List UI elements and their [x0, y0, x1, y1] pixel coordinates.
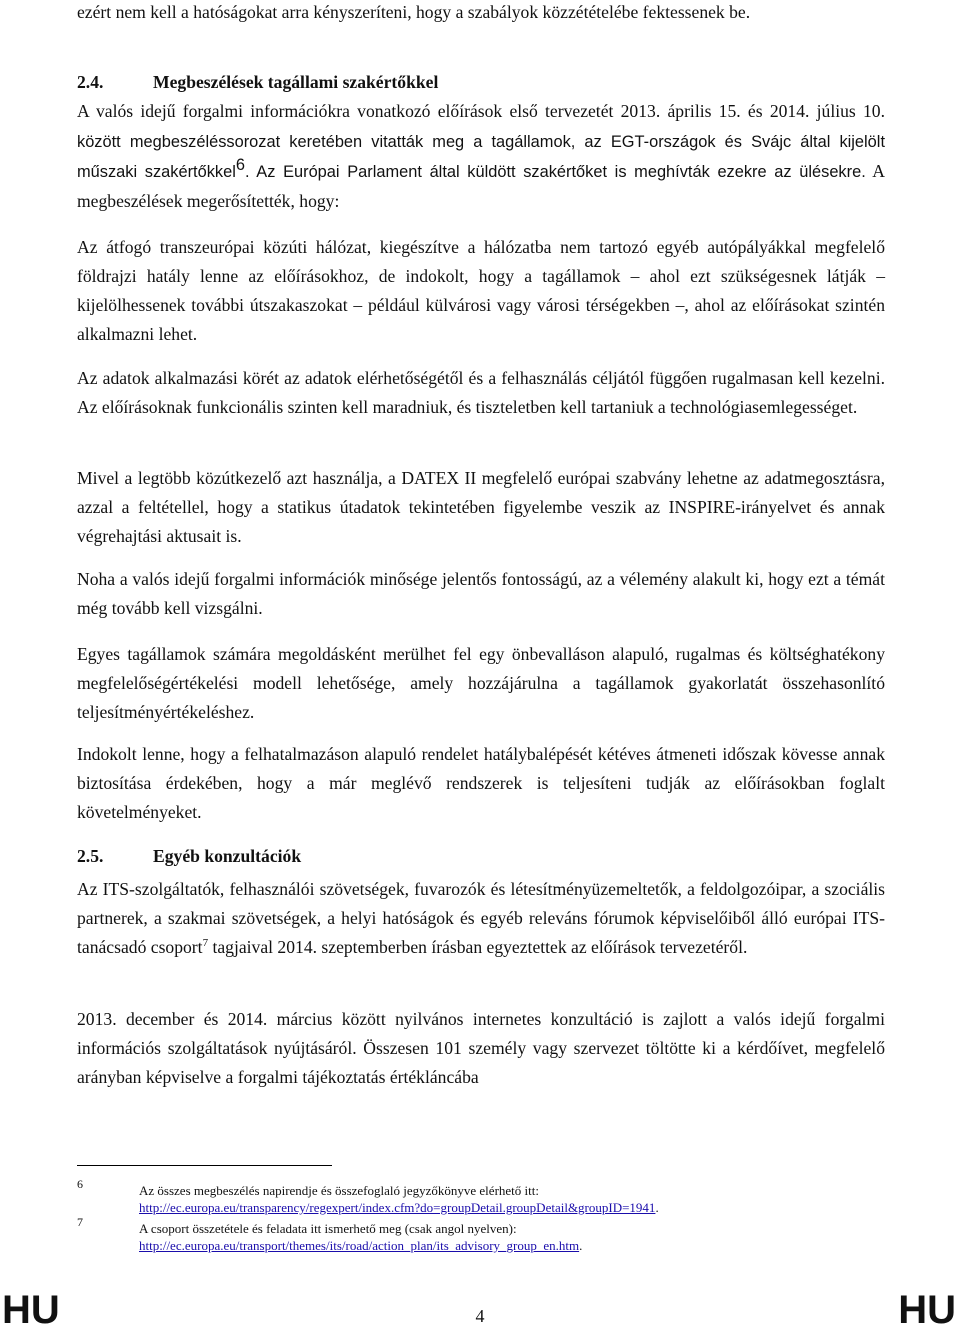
- text-run: . Az Európai Parlament által küldött szakértőket is meghívták ezekre az ülésekre.: [244, 163, 866, 181]
- footnote-link[interactable]: http://ec.europa.eu/transport/themes/its/road/action_plan/its_advisory_group_en.htm: [139, 1238, 580, 1253]
- footnote-mark: 7: [77, 1215, 83, 1229]
- footnote-mark: 6: [77, 1177, 83, 1191]
- body-paragraph: Indokolt lenne, hogy a felhatalmazáson alapuló rendelet hatálybalépését kétéves átmeneti időszak kövesse annak biztosítása érdekében, hogy a már meglévő rendszerek is teljesíteni tudják az előírásokban foglalt követelményeket.: [77, 744, 885, 822]
- body-paragraph: Mivel a legtöbb közútkezelő azt használja, a DATEX II megfelelő európai szabvány lehetne az adatmegosztásra, azzal a feltétellel, hogy a statikus útadatok tekintetében figyelembe veszik az INSPIRE-irányelvet és annak végrehajtási aktusait is.: [77, 468, 885, 546]
- text-run: A megbeszélések megerősítették, hogy:: [77, 161, 885, 211]
- footnote-divider: [77, 1165, 332, 1166]
- body-paragraph: Az átfogó transzeurópai közúti hálózat, kiegészítve a hálózatba nem tartozó egyéb autópályákkal megfelelő földrajzi hatály lenne az előírásokhoz, de indokolt, hogy a tagállamok – ahol ezt szükségesnek látják – kijelölhessenek további útszakaszokat – például külvárosi vagy városi térségekben –, ahol az előírásokat szintén alkalmazni lehet.: [77, 237, 885, 344]
- text-run: között megbeszéléssorozat keretében vitatták meg a tagállamok, az EGT-országok és Svájc által kijelölt műszaki szakértőkkel: [77, 133, 885, 181]
- body-paragraph: Noha a valós idejű forgalmi információk minősége jelentős fontosságú, az a vélemény alakult ki, hogy ezt a témát még tovább kell vizsgálni.: [77, 569, 885, 618]
- language-code-left: HU: [2, 1288, 60, 1332]
- section-title: Egyéb konzultációk: [153, 846, 302, 866]
- section-2-4-paragraph: [77, 97, 885, 216]
- body-paragraph: Egyes tagállamok számára megoldásként merülhet fel egy önbevalláson alapuló, rugalmas és költséghatékony megfelelőségértékelési modell lehetősége, amely hozzájárulna a tagállamok gyakorlatát összehasonlító teljesítményértékeléshez.: [77, 644, 885, 722]
- footnote-text: A csoport összetétele és feladata itt ismerhető meg (csak angol nyelven):: [139, 1221, 517, 1236]
- footnote-tail: .: [579, 1238, 583, 1253]
- section-number: 2.4.: [77, 72, 104, 92]
- section-heading-2-4: [77, 68, 438, 97]
- text-run: A valós idejű forgalmi információkra vonatkozó előírások első tervezetét 2013. április 15. és 2014. július 10.: [77, 101, 885, 121]
- footnote-body: [139, 1182, 879, 1216]
- page-number: 4: [475, 1306, 485, 1326]
- footnote-tail: .: [655, 1200, 659, 1215]
- intro-paragraph: ezért nem kell a hatóságokat arra kényszeríteni, hogy a szabályok közzétételébe fektessenek be.: [77, 2, 751, 22]
- footnote-text: Az összes megbeszélés napirendje és összefoglaló jegyzőkönyve elérhető itt:: [139, 1183, 539, 1198]
- section-number: 2.5.: [77, 846, 104, 866]
- language-code-right: HU: [898, 1288, 956, 1332]
- footnote-body: [139, 1220, 879, 1254]
- body-paragraph: Az adatok alkalmazási körét az adatok elérhetőségétől és a felhasználás céljától függően rugalmasan kell kezelni. Az előírásoknak funkcionális szinten kell maradniuk, és tiszteletben kell tartaniuk a technológiasemlegességet.: [77, 368, 885, 417]
- section-heading-2-5: [77, 842, 301, 871]
- body-paragraph: 2013. december és 2014. március között nyilvános internetes konzultáció is zajlott a valós idejű forgalmi információs szolgáltatások nyújtásáról. Összesen 101 személy vagy szervezet töltötte ki a kérdőívet, megfelelő arányban képviselve a forgalmi tájékoztatás értékláncába: [77, 1009, 885, 1087]
- footnote-ref-7[interactable]: 7: [202, 937, 209, 950]
- text-run: tagjaival 2014. szeptemberben írásban egyeztettek az előírások tervezetéről.: [208, 937, 748, 957]
- footnote-ref-6[interactable]: 6: [235, 156, 245, 175]
- section-title: Megbeszélések tagállami szakértőkkel: [153, 72, 439, 92]
- footnote-link[interactable]: http://ec.europa.eu/transparency/regexpert/index.cfm?do=groupDetail.groupDetail&groupID=1941: [139, 1200, 656, 1215]
- section-2-5-paragraph: [77, 875, 885, 962]
- text-run: Az ITS-szolgáltatók, felhasználói szövetségek, fuvarozók és létesítményüzemeltetők, a feldolgozóipar, a szociális partnerek, a szakmai szövetségek, a helyi hatóságok és egyéb releváns fórumok képviselőiből álló európai ITS-tanácsadó csoport: [77, 879, 885, 957]
